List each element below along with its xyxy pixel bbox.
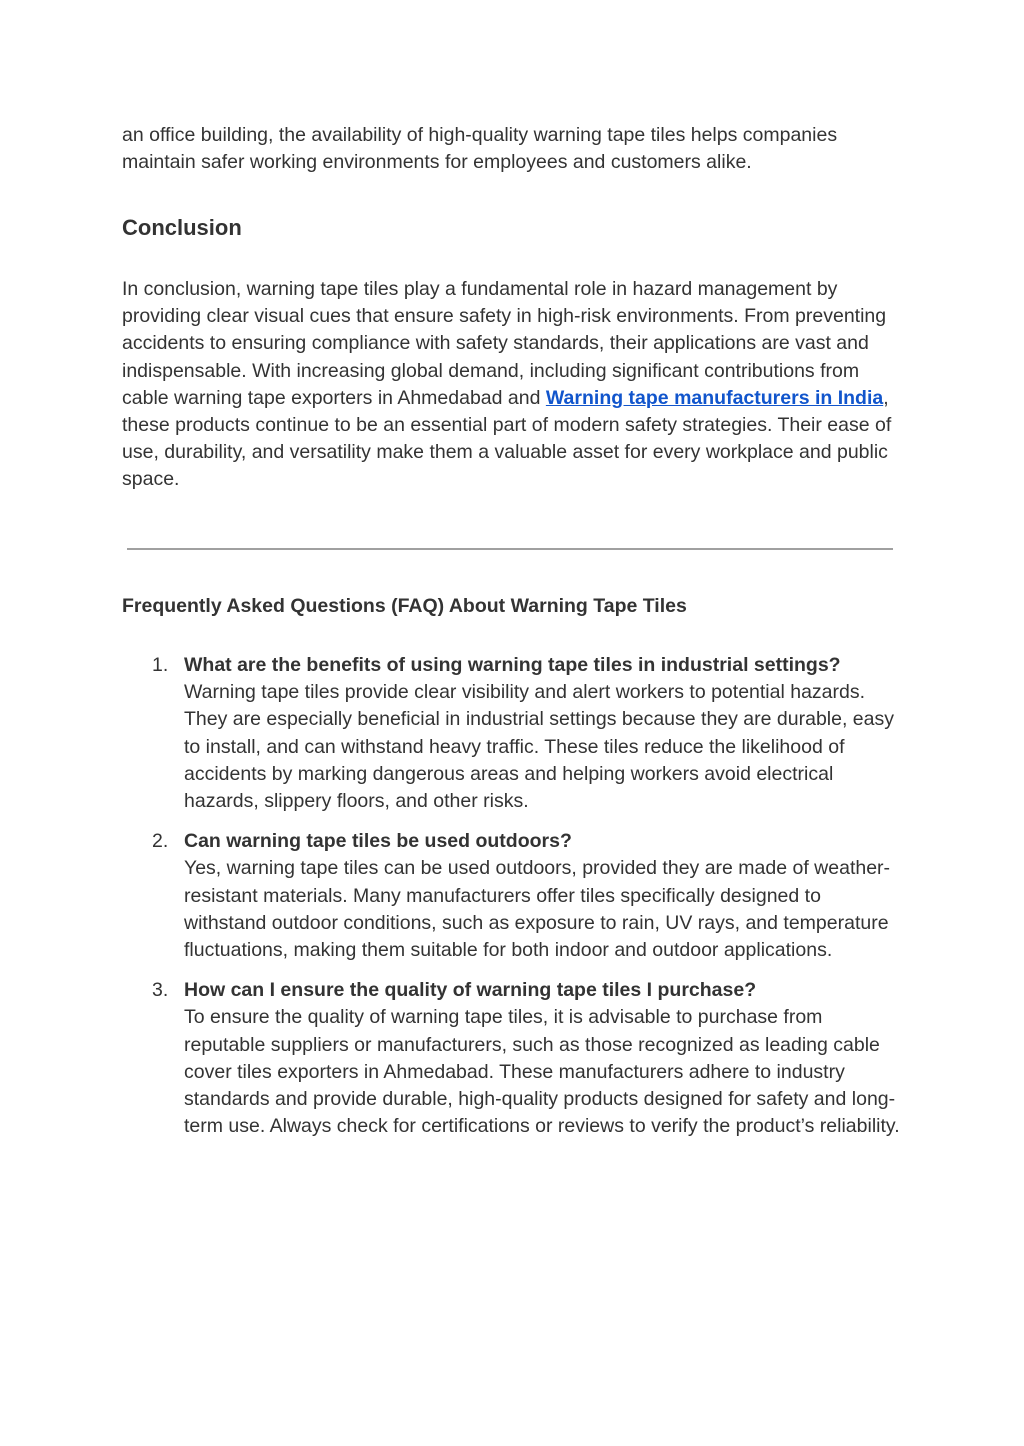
faq-item-number: 1. — [152, 654, 169, 676]
manufacturers-link[interactable]: Warning tape manufacturers in India — [545, 386, 884, 409]
faq-item — [122, 652, 902, 815]
faq-list — [122, 652, 902, 1153]
faq-item-number: 3. — [152, 979, 169, 1002]
horizontal-divider — [127, 548, 893, 550]
conclusion-text-after-link: , these products continue to be an essential part of modern safety strategies. Their ease of use, durability, and versatility make them a valuable asset for every workplace and public space. — [122, 386, 892, 491]
faq-item-number: 2. — [152, 830, 169, 853]
faq-answer: Warning tape tiles provide clear visibility and alert workers to potential hazards. They are especially beneficial in industrial settings because they are durable, easy to install, and can withstand heavy traffic. These tiles reduce the likelihood of accidents by marking dangerous areas and helping workers avoid electrical hazards, slippery floors, and other risks. — [184, 681, 894, 813]
conclusion-paragraph — [122, 276, 902, 494]
faq-question: How can I ensure the quality of warning tape tiles I purchase? — [184, 979, 757, 1002]
faq-answer: To ensure the quality of warning tape tiles, it is advisable to purchase from reputable suppliers or manufacturers, such as those recognized as leading cable cover tiles exporters in Ahmedabad. These manufacturers adhere to industry standards and provide durable, high-quality products designed for safety and long-term use. Always check for certifications or reviews to verify the product’s reliability. — [184, 1006, 900, 1138]
intro-paragraph: an office building, the availability of high-quality warning tape tiles helps companies maintain safer working environments for employees and customers alike. — [122, 124, 838, 174]
conclusion-text-before-link: In conclusion, warning tape tiles play a fundamental role in hazard management by providing clear visual cues that ensure safety in high-risk environments. From preventing accidents to ensuring compliance with safety standards, their applications are vast and indispensable. With increasing global demand, including significant contributions from cable warning tape exporters in Ahmedabad and — [122, 278, 887, 409]
faq-heading: Frequently Asked Questions (FAQ) About Warning Tape Tiles — [122, 595, 687, 617]
faq-item — [122, 977, 902, 1140]
faq-question: What are the benefits of using warning tape tiles in industrial settings? — [184, 654, 841, 676]
faq-question: Can warning tape tiles be used outdoors? — [184, 830, 572, 853]
conclusion-heading: Conclusion — [122, 215, 242, 240]
faq-answer: Yes, warning tape tiles can be used outdoors, provided they are made of weather-resistant materials. Many manufacturers offer tiles specifically designed to withstand outdoor conditions, such as exposure to rain, UV rays, and temperature fluctuations, making them suitable for both indoor and outdoor applications. — [184, 857, 891, 962]
faq-item — [122, 828, 902, 964]
